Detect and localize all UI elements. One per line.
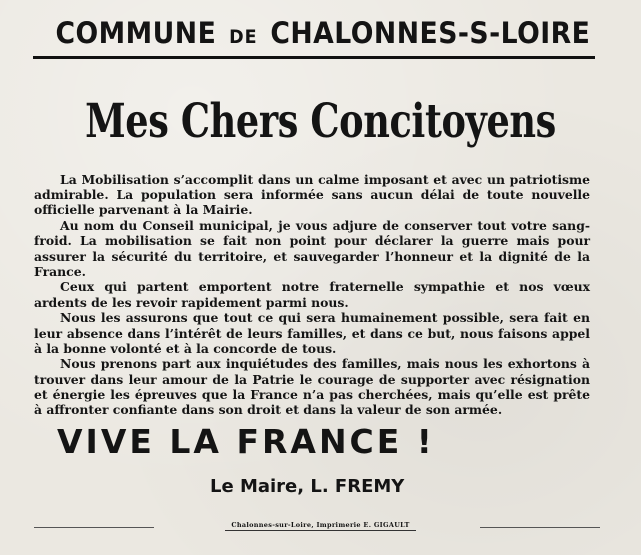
header-de: DE [229,26,258,48]
paragraph-inquietudes: Nous prenons part aux inquiétudes des familles, mais nous les exhortons à trouver dans leur amour de la Patrie le courage de supporter avec résignation et énergie les épreuves que la France n’a pas cherchées, mais qu’elle est prête à affronter confiante dans son droit et dans la valeur de son armée. [34,356,590,418]
paragraph-assurons: Nous les assurons que tout ce qui sera humainement possible, sera fait en leur absence dans l’intérêt de leurs familles, et dans ce but, nous faisons appel à la bonne volonté et à la concorde de tous. [34,310,590,356]
slogan: VIVE LA FRANCE ! [57,422,435,461]
paragraph-mobilisation: La Mobilisation s’accomplit dans un calme imposant et avec un patriotisme admirable. La population sera informée sans aucun délai de toute nouvelle officielle parvenant à la Mairie. [34,172,590,218]
printer-text: Chalonnes-sur-Loire, Imprimerie E. GIGAULT [225,521,415,531]
header-town: CHALONNES-S-LOIRE [270,16,591,50]
proclamation-body [34,172,590,418]
paragraph-partent: Ceux qui partent emportent notre fraternelle sympathie et nos vœux ardents de les revoir rapidement parmi nous. [34,279,590,310]
poster-title: Mes Chers Concitoyens [85,94,556,149]
header-commune: COMMUNE [55,16,217,50]
commune-heading [55,16,591,50]
header-banner [33,14,595,59]
paragraph-conseil: Au nom du Conseil municipal, je vous adjure de conserver tout votre sang-froid. La mobilisation se fait non point pour déclarer la guerre mais pour assurer la sécurité du territoire, et sauvegarder l’honneur et la dignité de la France. [34,218,590,279]
printer-imprint [0,521,641,529]
mayor-signature: Le Maire, L. FREMY [210,476,405,497]
